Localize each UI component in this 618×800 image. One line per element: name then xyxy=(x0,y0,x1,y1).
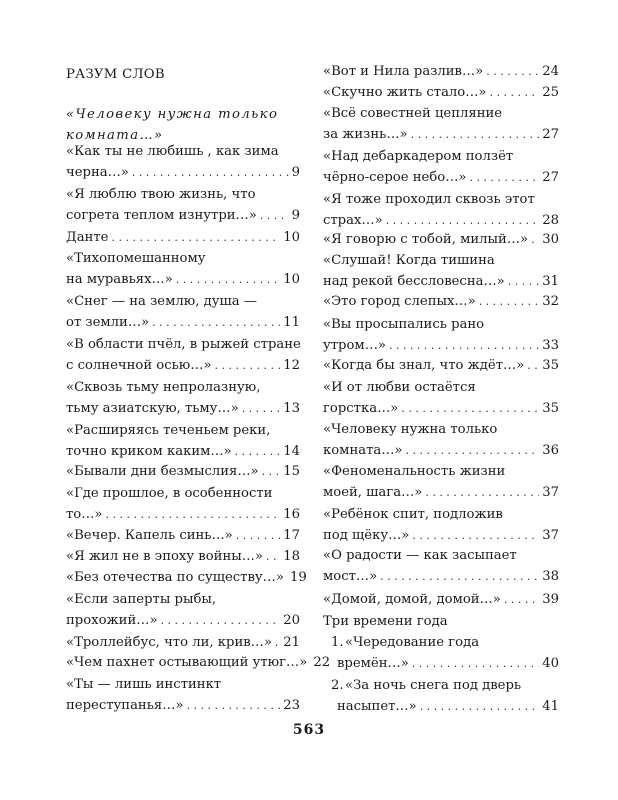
dot-leader xyxy=(411,124,540,145)
toc-entry-text: «Феноменальность жизни xyxy=(323,464,506,479)
toc-entry-line xyxy=(323,271,559,292)
dot-leader xyxy=(262,461,281,482)
toc-page-number: 40 xyxy=(542,656,559,672)
toc-entry-text: «Бывали дни безмыслия…» xyxy=(66,464,259,479)
toc-entry-text: насыпет…» xyxy=(337,699,417,715)
dot-leader xyxy=(275,632,280,653)
toc-entry-text: точно криком каким…» xyxy=(66,444,232,460)
dot-leader xyxy=(152,312,280,333)
toc-entry-text: «Чередование года xyxy=(345,635,480,650)
dot-leader xyxy=(504,589,539,610)
toc-page-number: 23 xyxy=(283,698,300,714)
toc-entry-text: «Я тоже проходил сквозь этот xyxy=(323,192,535,207)
toc-page-number: 38 xyxy=(542,569,559,585)
toc-page-number: 18 xyxy=(283,549,300,564)
toc-entry-line xyxy=(66,227,300,248)
toc-entry-line xyxy=(323,167,559,188)
toc-entry xyxy=(66,248,300,291)
toc-entry-text: моей, шага…» xyxy=(323,485,423,501)
toc-page-number: 15 xyxy=(283,464,300,479)
toc-entry-line xyxy=(323,355,559,376)
toc-entry xyxy=(323,189,559,232)
dot-leader xyxy=(106,504,281,525)
toc-page-number: 24 xyxy=(542,64,559,79)
toc-entry-text: «Вечер. Капель синь…» xyxy=(66,528,233,543)
toc-entry xyxy=(66,632,300,653)
toc-entry xyxy=(323,146,559,189)
toc-entry-line xyxy=(323,377,559,398)
dot-leader xyxy=(527,355,539,376)
toc-entry xyxy=(323,314,559,357)
toc-entry xyxy=(323,675,559,718)
dot-leader xyxy=(406,440,540,461)
toc-entry-text: мост…» xyxy=(323,569,378,585)
toc-entry xyxy=(323,589,559,610)
dot-leader xyxy=(380,566,539,587)
toc-entry-text: прохожий…» xyxy=(66,613,158,629)
toc-entry-text: «Где прошлое, в особенности xyxy=(66,486,273,501)
dot-leader xyxy=(479,291,540,312)
toc-entry-line xyxy=(323,82,559,103)
toc-entry xyxy=(323,291,559,312)
toc-entry-text: «Домой, домой, домой…» xyxy=(323,592,501,607)
toc-entry xyxy=(66,567,307,588)
toc-entry-text: комната…» xyxy=(323,443,403,459)
dot-leader xyxy=(490,82,540,103)
toc-page-number: 13 xyxy=(283,401,300,417)
toc-entry xyxy=(66,227,300,248)
dot-leader xyxy=(486,61,539,82)
toc-page-number: 27 xyxy=(542,170,559,186)
toc-entry xyxy=(66,674,300,717)
toc-entry-line xyxy=(323,61,559,82)
toc-entry-line xyxy=(66,652,331,673)
toc-entry-line xyxy=(323,566,559,587)
toc-entry xyxy=(323,103,559,146)
toc-entry xyxy=(323,250,559,293)
toc-entry-text: «Я говорю с тобой, милый…» xyxy=(323,232,529,247)
dot-leader xyxy=(425,482,539,503)
toc-entry-text: «Расширяясь теченьем реки, xyxy=(66,423,271,438)
toc-entry-text: на муравьях…» xyxy=(66,272,173,288)
toc-entry-number: 1. xyxy=(331,635,344,650)
toc-entry-text: «Снег — на землю, душа — xyxy=(66,294,257,309)
dot-leader xyxy=(266,546,280,567)
toc-entry-line xyxy=(66,248,300,269)
toc-page-number: 16 xyxy=(283,507,300,523)
toc-entry-line xyxy=(323,482,559,503)
dot-leader xyxy=(531,229,539,250)
toc-entry-line xyxy=(66,141,300,162)
toc-entry xyxy=(66,377,300,420)
toc-page-number: 12 xyxy=(283,358,300,374)
toc-entry-line xyxy=(323,398,559,419)
toc-entry-line xyxy=(323,314,559,335)
toc-entry-line xyxy=(323,632,559,653)
toc-entry-text: страх…» xyxy=(323,213,383,229)
toc-entry xyxy=(66,461,300,482)
toc-entry-line xyxy=(66,205,300,226)
toc-entry-line xyxy=(66,269,300,290)
toc-entry xyxy=(323,419,559,462)
toc-entry xyxy=(66,546,300,567)
toc-entry-text: «Вот и Нила разлив…» xyxy=(323,64,484,79)
dot-leader xyxy=(215,355,281,376)
toc-entry-text: «Я люблю твою жизнь, что xyxy=(66,187,256,202)
toc-entry-text: «Троллейбус, что ли, крив…» xyxy=(66,635,272,650)
toc-entry-line xyxy=(323,250,559,271)
toc-page-number: 17 xyxy=(283,528,300,543)
toc-entry-text: «Всё совестней цепляние xyxy=(323,106,503,121)
toc-page-number: 14 xyxy=(283,444,300,460)
toc-entry-line xyxy=(66,674,300,695)
toc-entry-line xyxy=(66,355,300,376)
toc-entry-text: «Когда бы знал, что ждёт…» xyxy=(323,358,525,373)
toc-entry-line xyxy=(66,441,300,462)
toc-entry xyxy=(323,377,559,420)
toc-entry-text: под щёку…» xyxy=(323,528,410,544)
toc-entry-line xyxy=(323,504,559,525)
toc-entry-text: переступанья…» xyxy=(66,698,184,714)
page-number: 563 xyxy=(292,722,326,738)
toc-page-number: 35 xyxy=(542,401,559,417)
toc-entry-text: «Ты — лишь инстинкт xyxy=(66,677,222,692)
toc-entry xyxy=(66,291,300,334)
toc-entry xyxy=(66,483,300,526)
toc-entry-line xyxy=(66,377,300,398)
toc-entry xyxy=(66,141,300,184)
toc-page-number: 10 xyxy=(283,230,300,245)
toc-entry-line xyxy=(323,525,559,546)
toc-entry-line xyxy=(66,567,307,588)
toc-page-number: 39 xyxy=(542,592,559,607)
toc-page-number: 35 xyxy=(542,358,559,373)
toc-entry xyxy=(66,652,331,673)
toc-entry-line xyxy=(323,103,559,124)
toc-entry xyxy=(66,525,300,546)
toc-entry-line xyxy=(66,504,300,525)
toc-entry-text: утром…» xyxy=(323,338,386,354)
toc-entry-line xyxy=(66,525,300,546)
toc-entry-number: 2. xyxy=(331,678,344,693)
toc-entry xyxy=(323,504,559,547)
toc-entry-text: чёрно-серое небо…» xyxy=(323,170,467,186)
toc-entry-line xyxy=(323,419,559,440)
toc-entry-text: «Я жил не в эпоху войны…» xyxy=(66,549,264,564)
toc-page-number: 9 xyxy=(291,208,300,224)
toc-entry-line xyxy=(66,461,300,482)
toc-entry-line xyxy=(323,335,559,356)
toc-entry-text: «Сквозь тьму непролазную, xyxy=(66,380,261,395)
toc-entry-text: «И от любви остаётся xyxy=(323,380,476,395)
toc-entry-line xyxy=(66,334,300,355)
dot-leader xyxy=(420,696,540,717)
toc-entry-text: «Над дебаркадером ползёт xyxy=(323,149,514,164)
dot-leader xyxy=(508,271,539,292)
toc-entry-line xyxy=(66,632,300,653)
toc-entry xyxy=(66,420,300,463)
toc-page-number: 28 xyxy=(542,213,559,229)
toc-entry-line xyxy=(66,291,300,312)
toc-entry-text: «Скучно жить стало…» xyxy=(323,85,487,100)
toc-page-number: 19 xyxy=(289,570,307,585)
toc-entry-text: «Человеку нужна только xyxy=(323,422,498,437)
toc-entry-line xyxy=(66,589,300,610)
toc-entry-line xyxy=(66,398,300,419)
dot-leader xyxy=(235,441,281,462)
dot-leader xyxy=(176,269,280,290)
toc-entry xyxy=(323,82,559,103)
toc-entry-text: «Вы просыпались рано xyxy=(323,317,485,332)
dot-leader xyxy=(236,525,280,546)
toc-entry-line xyxy=(66,695,300,716)
toc-entry-line xyxy=(323,461,559,482)
toc-entry-line xyxy=(66,610,300,631)
toc-entry-text: «Слушай! Когда тишина xyxy=(323,253,495,268)
toc-entry-line xyxy=(323,545,559,566)
toc-entry-text: от земли…» xyxy=(66,315,150,331)
dot-leader xyxy=(389,335,539,356)
toc-entry-text: «За ночь снега под дверь xyxy=(345,678,522,693)
toc-entry-line xyxy=(323,440,559,461)
dot-leader xyxy=(401,398,539,419)
section-title: РАЗУМ СЛОВ xyxy=(66,67,165,82)
toc-page-number: 32 xyxy=(542,294,559,309)
toc-entry-line xyxy=(66,420,300,441)
toc-entry xyxy=(66,589,300,632)
toc-entry-text: черна…» xyxy=(66,165,129,181)
toc-entry-text: «Чем пахнет остывающий утюг…» xyxy=(66,655,308,670)
dot-leader xyxy=(186,695,280,716)
dot-leader xyxy=(469,167,539,188)
dot-leader xyxy=(412,653,539,674)
dot-leader xyxy=(260,205,289,226)
toc-entry xyxy=(323,355,559,376)
toc-entry-text: «Если заперты рыбы, xyxy=(66,592,217,607)
toc-page-number: 27 xyxy=(542,127,559,143)
toc-entry-line xyxy=(323,653,559,674)
toc-entry-text: Данте xyxy=(66,230,109,245)
toc-page-number: 11 xyxy=(283,315,300,331)
toc-page-number: 9 xyxy=(291,165,300,181)
toc-entry-text: горстка…» xyxy=(323,401,399,417)
toc-entry-text: согрета теплом изнутри…» xyxy=(66,208,257,224)
toc-entry-text: за жизнь…» xyxy=(323,127,408,143)
toc-page-number: 30 xyxy=(542,232,559,247)
toc-entry xyxy=(323,229,559,250)
toc-entry-line xyxy=(66,184,300,205)
toc-entry-line xyxy=(66,312,300,333)
dot-leader xyxy=(132,162,289,183)
toc-entry-line xyxy=(323,696,559,717)
toc-page-number: 37 xyxy=(542,528,559,544)
toc-entry-line xyxy=(323,229,559,250)
toc-entry-text: «О радости — как засыпает xyxy=(323,548,517,563)
toc-page-number: 20 xyxy=(283,613,300,629)
toc-entry-text: с солнечной осью…» xyxy=(66,358,212,374)
toc-entry-line xyxy=(66,483,300,504)
toc-entry-line xyxy=(323,146,559,167)
toc-entry xyxy=(323,545,559,588)
toc-entry xyxy=(323,61,559,82)
subheading-line: «Человеку нужна только xyxy=(66,107,279,122)
toc-entry-text: «Это город слепых…» xyxy=(323,294,476,309)
toc-page-number: 37 xyxy=(542,485,559,501)
toc-entry xyxy=(323,461,559,504)
toc-page-number: 36 xyxy=(542,443,559,459)
toc-page-number: 10 xyxy=(283,272,300,288)
toc-page-number: 22 xyxy=(313,655,331,670)
dot-leader xyxy=(242,398,281,419)
dot-leader xyxy=(111,227,280,248)
toc-entry-line xyxy=(323,124,559,145)
toc-entry-line xyxy=(323,675,559,696)
toc-entry xyxy=(66,184,300,227)
toc-page-number: 25 xyxy=(542,85,559,100)
toc-page-number: 33 xyxy=(542,338,559,354)
subheading-line: комната…» xyxy=(66,128,164,144)
toc-entry xyxy=(323,632,559,675)
toc-page-number: 21 xyxy=(283,635,300,650)
toc-entry-line xyxy=(323,291,559,312)
toc-entry-text: «Ребёнок спит, подложив xyxy=(323,507,503,522)
toc-entry-line xyxy=(323,189,559,210)
toc-entry-text: то…» xyxy=(66,507,103,523)
toc-entry-text: времён…» xyxy=(337,656,409,672)
dot-leader xyxy=(161,610,281,631)
cycle-title: Три времени года xyxy=(323,614,448,629)
toc-entry-text: «Как ты не любишь , как зима xyxy=(66,144,279,159)
toc-entry-text: «Без отечества по существу…» xyxy=(66,570,284,585)
toc-entry-text: над рекой бессловесна…» xyxy=(323,274,505,290)
toc-entry-text: «Тихопомешанному xyxy=(66,251,206,266)
toc-entry xyxy=(66,334,300,377)
toc-entry-line xyxy=(66,546,300,567)
toc-page-number: 41 xyxy=(542,699,559,715)
toc-entry-line xyxy=(66,162,300,183)
toc-entry-text: «В области пчёл, в рыжей стране xyxy=(66,337,301,352)
toc-entry-text: тьму азиатскую, тьму…» xyxy=(66,401,239,417)
dot-leader xyxy=(412,525,539,546)
toc-page-number: 31 xyxy=(542,274,559,290)
toc-entry-line xyxy=(323,589,559,610)
